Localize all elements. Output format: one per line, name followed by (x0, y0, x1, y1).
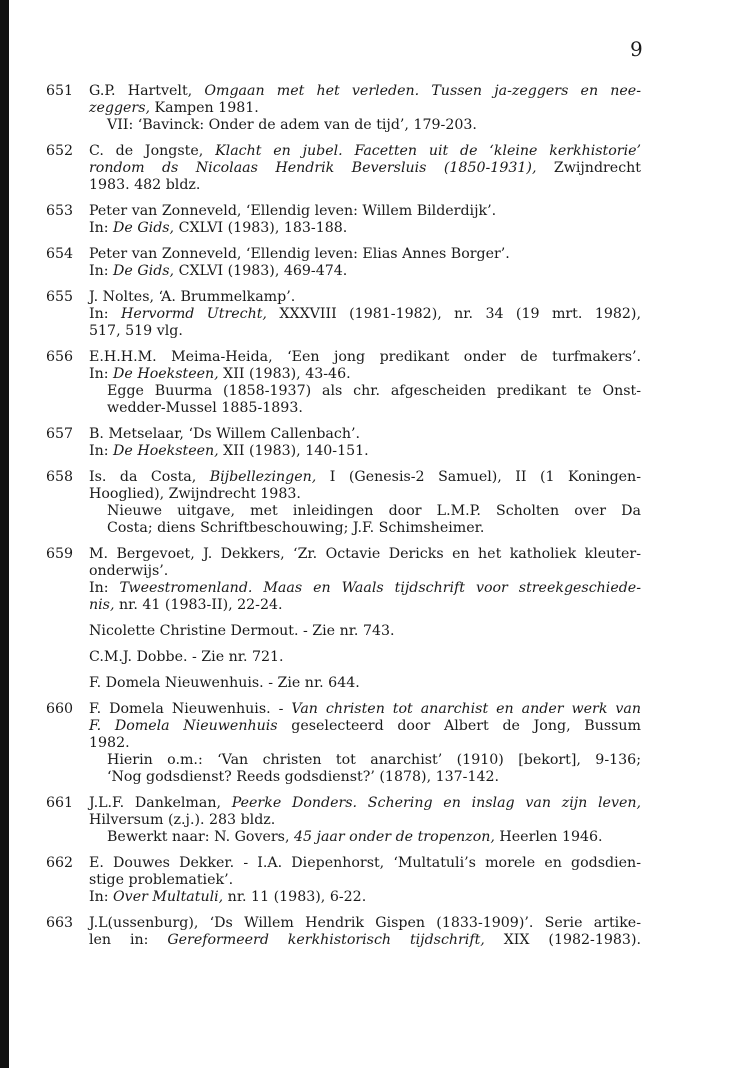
entry-line: J.L(ussenburg), ‘Ds Willem Hendrik Gispen (1833-1909)’. Serie artike- (89, 915, 641, 931)
entry-line: E.H.H.M. Meima-Heida, ‘Een jong predikant onder de turfmakers’. (89, 349, 641, 365)
entry-651 (0, 83, 641, 134)
entry-line: In: Tweestromenland. Maas en Waals tijdschrift voor streekgeschiede- (89, 580, 641, 596)
entry-line: Hooglied), Zwijndrecht 1983. (89, 486, 301, 502)
entry-line: J. Noltes, ‘A. Brummelkamp’. (89, 289, 296, 305)
entry-line: C. de Jongste, Klacht en jubel. Facetten uit de ‘kleine kerkhistorie’ (89, 143, 642, 159)
entry-note: Bewerkt naar: N. Govers, 45 jaar onder de tropenzon, Heerlen 1946. (107, 829, 603, 845)
cross-reference (0, 675, 641, 692)
entry-line: 1983. 482 bldz. (89, 177, 201, 193)
entry-line: E. Douwes Dekker. - I.A. Diepenhorst, ‘Multatuli’s morele en godsdien- (89, 855, 641, 871)
entry-number: 656 (46, 349, 74, 365)
cross-reference-text: F. Domela Nieuwenhuis. - Zie nr. 644. (89, 675, 360, 691)
entry-line: In: Hervormd Utrecht, XXXVIII (1981-1982), nr. 34 (19 mrt. 1982), (89, 306, 641, 322)
entry-line: In: De Hoeksteen, XII (1983), 140-151. (89, 443, 369, 459)
entry-note: ‘Nog godsdienst? Reeds godsdienst?’ (1878), 137-142. (107, 769, 500, 785)
entry-line: Is. da Costa, Bijbellezingen, I (Genesis-2 Samuel), II (1 Koningen- (89, 469, 641, 485)
entry-line: F. Domela Nieuwenhuis geselecteerd door Albert de Jong, Bussum (89, 718, 641, 734)
entry-number: 652 (46, 143, 74, 159)
entry-line: Hilversum (z.j.). 283 bldz. (89, 812, 276, 828)
entry-line: J.L.F. Dankelman, Peerke Donders. Schering en inslag van zijn leven, (89, 795, 642, 811)
entry-662 (0, 855, 641, 906)
entry-line: B. Metselaar, ‘Ds Willem Callenbach’. (89, 426, 360, 442)
entry-note: Egge Buurma (1858-1937) als chr. afgescheiden predikant te Onst- (107, 383, 641, 399)
entry-number: 653 (46, 203, 74, 219)
page-number: 9 (630, 37, 643, 61)
entry-661 (0, 795, 641, 846)
cross-reference (0, 623, 641, 640)
cross-reference-text: C.M.J. Dobbe. - Zie nr. 721. (89, 649, 284, 665)
entry-line: zeggers, Kampen 1981. (89, 100, 259, 116)
entry-653 (0, 203, 641, 237)
entry-line: rondom ds Nicolaas Hendrik Beversluis (1850-1931), Zwijndrecht (89, 160, 641, 176)
entry-663 (0, 915, 641, 949)
bibliography-list (0, 83, 738, 958)
entry-note: Costa; diens Schriftbeschouwing; J.F. Schimsheimer. (107, 520, 485, 536)
entry-note: wedder-Mussel 1885-1893. (107, 400, 303, 416)
entry-line: In: De Gids, CXLVI (1983), 469-474. (89, 263, 348, 279)
entry-number: 654 (46, 246, 74, 262)
entry-line: 1982. (89, 735, 130, 751)
entry-652 (0, 143, 641, 194)
entry-656 (0, 349, 641, 417)
entry-line: len in: Gereformeerd kerkhistorisch tijdschrift, XIX (1982-1983). (89, 932, 641, 948)
entry-line: M. Bergevoet, J. Dekkers, ‘Zr. Octavie Dericks en het katholiek kleuter- (89, 546, 641, 562)
entry-note: VII: ‘Bavinck: Onder de adem van de tijd’, 179-203. (107, 117, 477, 133)
entry-line: In: De Hoeksteen, XII (1983), 43-46. (89, 366, 351, 382)
entry-number: 655 (46, 289, 74, 305)
entry-line: Peter van Zonneveld, ‘Ellendig leven: Willem Bilderdijk’. (89, 203, 497, 219)
entry-number: 658 (46, 469, 74, 485)
entry-note: Hierin o.m.: ‘Van christen tot anarchist’ (1910) [bekort], 9-136; (107, 752, 641, 768)
entry-655 (0, 289, 641, 340)
entry-line: nis, nr. 41 (1983-II), 22-24. (89, 597, 283, 613)
entry-number: 660 (46, 701, 74, 717)
entry-number: 657 (46, 426, 74, 442)
cross-reference-text: Nicolette Christine Dermout. - Zie nr. 743. (89, 623, 395, 639)
entry-note: Nieuwe uitgave, met inleidingen door L.M.P. Scholten over Da (107, 503, 641, 519)
entry-line: Peter van Zonneveld, ‘Ellendig leven: Elias Annes Borger’. (89, 246, 510, 262)
entry-658 (0, 469, 641, 537)
entry-number: 659 (46, 546, 74, 562)
entry-line: onderwijs’. (89, 563, 169, 579)
entry-659 (0, 546, 641, 614)
entry-line: F. Domela Nieuwenhuis. - Van christen tot anarchist en ander werk van (89, 701, 641, 717)
entry-line: stige problematiek’. (89, 872, 234, 888)
entry-number: 651 (46, 83, 74, 99)
entry-657 (0, 426, 641, 460)
entry-number: 662 (46, 855, 74, 871)
entry-line: G.P. Hartvelt, Omgaan met het verleden. Tussen ja-zeggers en nee- (89, 83, 641, 99)
entry-line: In: Over Multatuli, nr. 11 (1983), 6-22. (89, 889, 367, 905)
entry-660 (0, 701, 641, 786)
entry-number: 663 (46, 915, 74, 931)
entry-654 (0, 246, 641, 280)
cross-reference (0, 649, 641, 666)
entry-line: In: De Gids, CXLVI (1983), 183-188. (89, 220, 348, 236)
entry-number: 661 (46, 795, 74, 811)
entry-line: 517, 519 vlg. (89, 323, 183, 339)
